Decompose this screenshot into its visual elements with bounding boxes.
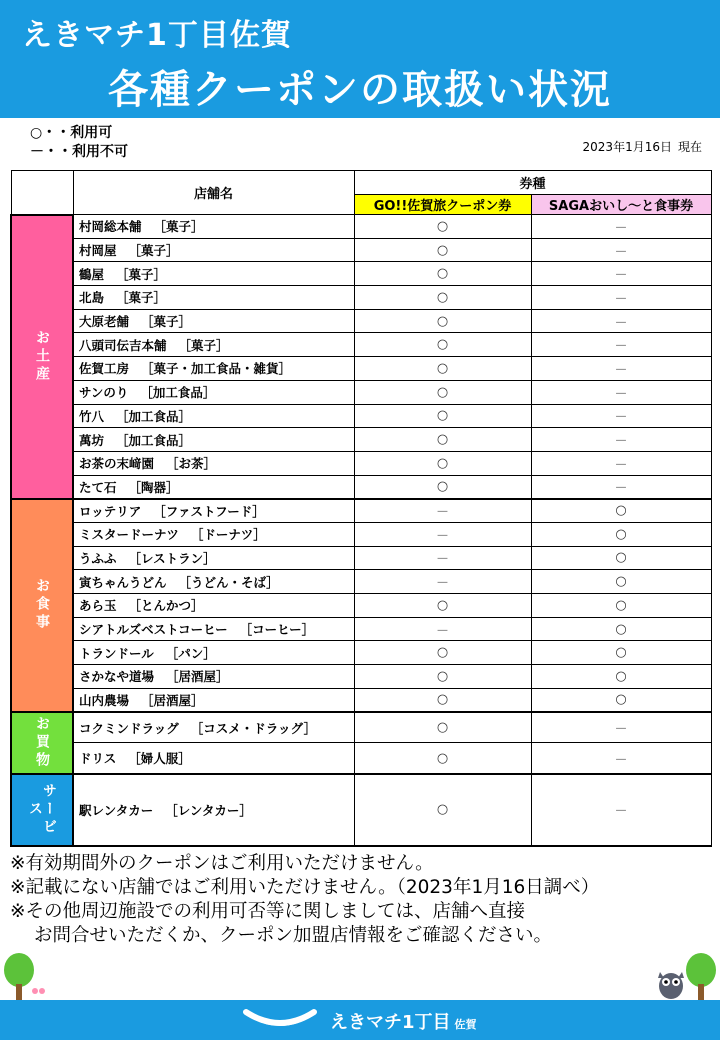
shop-genre: ［コスメ・ドラッグ］ [190, 720, 317, 736]
coupon2-status: ○ [531, 617, 711, 641]
coupon1-status: ○ [354, 238, 531, 262]
note-2: ※記載にない店舗ではご利用いただけません。（2023年1月16日調べ） [10, 877, 600, 898]
footer-brand-suffix: 佐賀 [454, 1018, 477, 1031]
shop-genre: ［パン］ [165, 645, 216, 661]
coupon1-status: － [354, 499, 531, 523]
table-row [11, 404, 711, 428]
shop-cell [73, 499, 354, 523]
coupon2-header: SAGAおいし～と食事券 [531, 195, 711, 215]
footer [0, 1000, 720, 1040]
coupon1-status: － [354, 522, 531, 546]
coupon1-status: ○ [354, 404, 531, 428]
coupon1-status: － [354, 546, 531, 570]
shop-name: 萬坊 [79, 432, 105, 448]
shop-cell [73, 309, 354, 333]
table-row [11, 475, 711, 499]
note-4: お問合せいただくか、クーポン加盟店情報をご確認ください。 [34, 925, 553, 946]
shop-cell [73, 774, 354, 846]
shop-cell [73, 333, 354, 357]
table-row [11, 215, 711, 239]
coupon1-status: ○ [354, 286, 531, 310]
table-row [11, 641, 711, 665]
shop-cell [73, 404, 354, 428]
coupon2-status: － [531, 475, 711, 499]
shop-cell [73, 451, 354, 475]
shop-header: 店舗名 [73, 171, 354, 215]
shop-genre: ［とんかつ］ [128, 598, 204, 614]
shop-name: ロッテリア [79, 503, 142, 519]
tree-right-icon [684, 952, 718, 1000]
shop-cell [73, 594, 354, 618]
as-of-date-value: 2023年1月16日 [582, 140, 672, 154]
shop-genre: ［お茶］ [166, 456, 217, 472]
table-row [11, 499, 711, 523]
coupon1-status: － [354, 617, 531, 641]
shop-cell [73, 617, 354, 641]
coupon2-status: － [531, 309, 711, 333]
shop-cell [73, 641, 354, 665]
shop-cell [73, 286, 354, 310]
coupon2-status: ○ [531, 594, 711, 618]
coupon2-status: － [531, 712, 711, 743]
shop-name: 佐賀工房 [79, 361, 130, 377]
coupon1-status: ○ [354, 357, 531, 381]
shop-genre: ［加工食品］ [116, 432, 192, 448]
coupon2-status: ○ [531, 546, 711, 570]
shop-genre: ［婦人服］ [128, 751, 191, 767]
coupon2-status: ○ [531, 499, 711, 523]
shop-genre: ［菓子］ [178, 337, 229, 353]
footer-brand [330, 1008, 477, 1034]
table-row [11, 262, 711, 286]
coupon2-status: － [531, 774, 711, 846]
shop-genre: ［加工食品］ [116, 408, 192, 424]
shop-genre: ［菓子］ [141, 314, 192, 330]
coupon2-status: － [531, 333, 711, 357]
category-label [11, 215, 73, 499]
shop-name: 村岡屋 [79, 243, 117, 259]
coupon1-status: ○ [354, 380, 531, 404]
shop-cell [73, 215, 354, 239]
shop-name: 八頭司伝吉本舗 [79, 337, 167, 353]
table-row [11, 357, 711, 381]
shop-cell [73, 357, 354, 381]
coupon1-status: ○ [354, 688, 531, 712]
coupon2-status: ○ [531, 522, 711, 546]
shop-cell [73, 665, 354, 689]
table-row [11, 712, 711, 743]
shop-genre: ［レストラン］ [128, 550, 216, 566]
table-row [11, 546, 711, 570]
shop-cell [73, 262, 354, 286]
shop-name: さかなや道場 [79, 669, 155, 685]
category-name: サービス [27, 782, 57, 837]
shop-name: うふふ [79, 550, 117, 566]
shop-name: サンのり [79, 385, 129, 401]
shop-genre: ［加工食品］ [140, 385, 216, 401]
shop-genre: ［菓子］ [116, 266, 167, 282]
note-3: ※その他周辺施設での利用可否等に関しましては、店舗へ直接 [10, 901, 526, 922]
coupon2-status: － [531, 215, 711, 239]
category-name: お土産 [34, 329, 50, 384]
header-banner [0, 0, 720, 118]
shop-genre: ［菓子・加工食品・雑貨］ [141, 361, 292, 377]
table-row [11, 522, 711, 546]
table-row [11, 309, 711, 333]
shop-cell [73, 522, 354, 546]
legend [30, 124, 128, 162]
coupon2-status: － [531, 404, 711, 428]
coupon1-header: GO!!佐賀旅クーポン券 [354, 195, 531, 215]
coupon2-status: ○ [531, 641, 711, 665]
legend-unavailable: －・・利用不可 [30, 144, 128, 160]
coupon1-status: ○ [354, 333, 531, 357]
shop-genre: ［うどん・そば］ [178, 574, 279, 590]
coupon1-status: ○ [354, 712, 531, 743]
table-row [11, 428, 711, 452]
shop-name: 駅レンタカー [79, 802, 154, 818]
shop-cell [73, 688, 354, 712]
table-body [11, 215, 711, 846]
shop-name: シアトルズベストコーヒー [79, 622, 228, 638]
shop-genre: ［菓子］ [153, 219, 204, 235]
shop-name: 村岡総本舗 [79, 219, 142, 235]
shop-genre: ［居酒屋］ [141, 692, 204, 708]
coupon2-status: － [531, 262, 711, 286]
table-row [11, 617, 711, 641]
coupon-header: 券種 [354, 171, 711, 195]
shop-name: お茶の末﨑園 [79, 456, 155, 472]
table-row [11, 451, 711, 475]
table-row [11, 238, 711, 262]
store-name: えきマチ1丁目佐賀 [22, 18, 292, 53]
shop-name: たて石 [79, 479, 117, 495]
shop-name: 鶴屋 [79, 266, 105, 282]
shop-name: あら玉 [79, 598, 117, 614]
shop-name: 山内農場 [79, 692, 130, 708]
shop-genre: ［菓子］ [116, 290, 167, 306]
coupon1-status: ○ [354, 475, 531, 499]
shop-name: ドリス [79, 751, 117, 767]
shop-name: 寅ちゃんうどん [79, 574, 167, 590]
shop-name: ミスタードーナツ [79, 527, 179, 543]
coupon2-status: － [531, 451, 711, 475]
category-label [11, 774, 73, 846]
table-row [11, 286, 711, 310]
coupon1-status: ○ [354, 451, 531, 475]
coupon1-status: ○ [354, 594, 531, 618]
table-row [11, 743, 711, 774]
coupon-table [10, 170, 712, 847]
coupon1-status: ○ [354, 428, 531, 452]
corner-cell [11, 171, 73, 215]
footer-brand-name: えきマチ1丁目 [330, 1012, 451, 1033]
shop-cell [73, 475, 354, 499]
shop-genre: ［陶器］ [128, 479, 179, 495]
shop-genre: ［ドーナツ］ [190, 527, 266, 543]
table-row [11, 688, 711, 712]
table-row [11, 665, 711, 689]
coupon1-status: ○ [354, 309, 531, 333]
coupon2-status: － [531, 357, 711, 381]
shop-genre: ［ファストフード］ [153, 503, 265, 519]
shop-name: 大原老舗 [79, 314, 130, 330]
shop-cell [73, 712, 354, 743]
coupon2-status: ○ [531, 665, 711, 689]
coupon1-status: ○ [354, 262, 531, 286]
shop-name: トランドール [79, 645, 154, 661]
shop-cell [73, 238, 354, 262]
note-1: ※有効期間外のクーポンはご利用いただけません。 [10, 853, 434, 874]
logo-icon [240, 1008, 320, 1032]
owl-mascot-icon [654, 966, 688, 1000]
flower-icon [30, 984, 48, 998]
coupon1-status: ○ [354, 665, 531, 689]
coupon2-status: － [531, 428, 711, 452]
table-row [11, 380, 711, 404]
table-row [11, 594, 711, 618]
coupon2-status: ○ [531, 688, 711, 712]
shop-name: コクミンドラッグ [79, 720, 179, 736]
shop-genre: ［菓子］ [128, 243, 179, 259]
shop-cell [73, 570, 354, 594]
coupon1-status: ○ [354, 743, 531, 774]
coupon1-status: ○ [354, 641, 531, 665]
shop-cell [73, 380, 354, 404]
as-of-date [577, 138, 702, 155]
as-of-suffix: 現在 [677, 140, 702, 154]
shop-genre: ［レンタカー］ [165, 802, 252, 818]
shop-cell [73, 743, 354, 774]
coupon1-status: ○ [354, 774, 531, 846]
shop-cell [73, 546, 354, 570]
coupon2-status: － [531, 380, 711, 404]
notes [10, 852, 599, 948]
category-name: お食事 [34, 578, 50, 633]
category-name: お買物 [34, 715, 50, 770]
category-label [11, 712, 73, 774]
table-row [11, 774, 711, 846]
page-title: 各種クーポンの取扱い状況 [108, 67, 612, 113]
coupon2-status: － [531, 286, 711, 310]
coupon2-status: － [531, 743, 711, 774]
coupon1-status: － [354, 570, 531, 594]
coupon2-status: ○ [531, 570, 711, 594]
shop-cell [73, 428, 354, 452]
category-label [11, 499, 73, 712]
coupon2-status: － [531, 238, 711, 262]
shop-name: 北島 [79, 290, 105, 306]
shop-genre: ［コーヒー］ [239, 622, 315, 638]
table-row [11, 333, 711, 357]
coupon1-status: ○ [354, 215, 531, 239]
legend-available: ○・・利用可 [30, 125, 113, 141]
shop-genre: ［居酒屋］ [166, 669, 229, 685]
table-row [11, 570, 711, 594]
shop-name: 竹八 [79, 408, 105, 424]
